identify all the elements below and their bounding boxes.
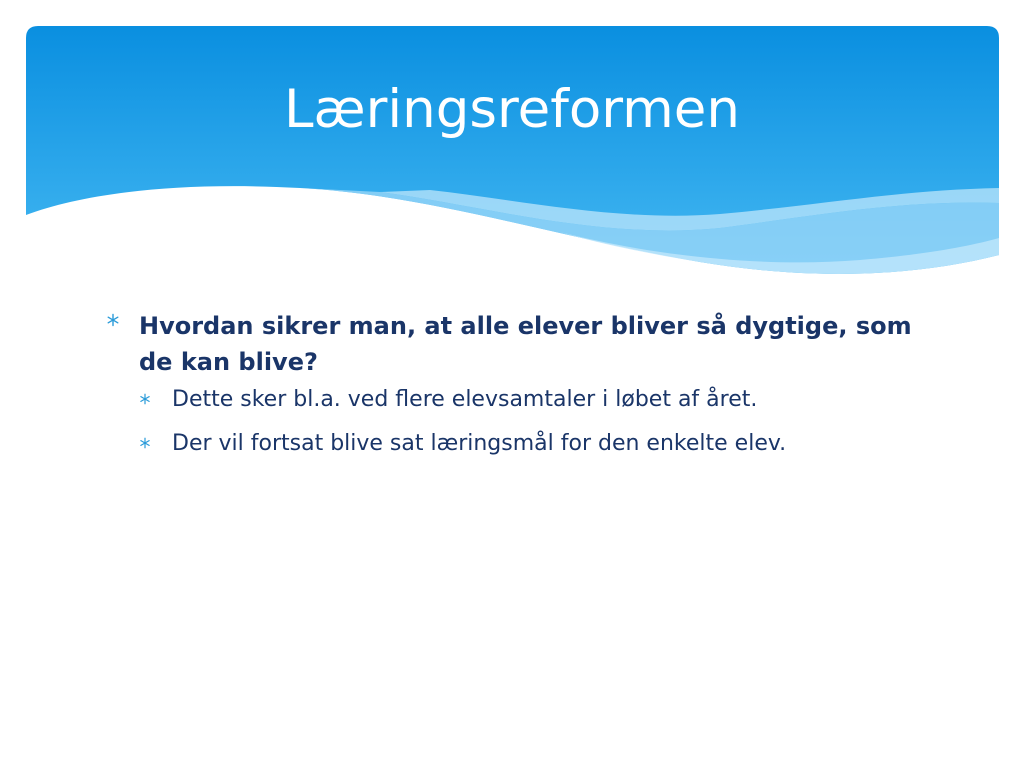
bullet-text: Hvordan sikrer man, at alle elever bliver så dygtige, som de kan blive? [139,312,912,376]
asterisk-icon [139,437,151,449]
sub-bullet-item [139,384,926,416]
bullet-list [106,308,926,472]
asterisk-icon [139,393,151,405]
sub-bullet-text: Der vil fortsat blive sat læringsmål for den enkelte elev. [172,431,787,456]
sub-bullet-list [139,384,926,460]
header-wave-background [0,0,1024,300]
slide-title: Læringsreformen [284,79,740,140]
sub-bullet-text: Dette sker bl.a. ved flere elevsamtaler i løbet af året. [172,387,758,412]
asterisk-icon [106,313,120,327]
sub-bullet-item [139,428,926,460]
bullet-item [106,308,926,460]
